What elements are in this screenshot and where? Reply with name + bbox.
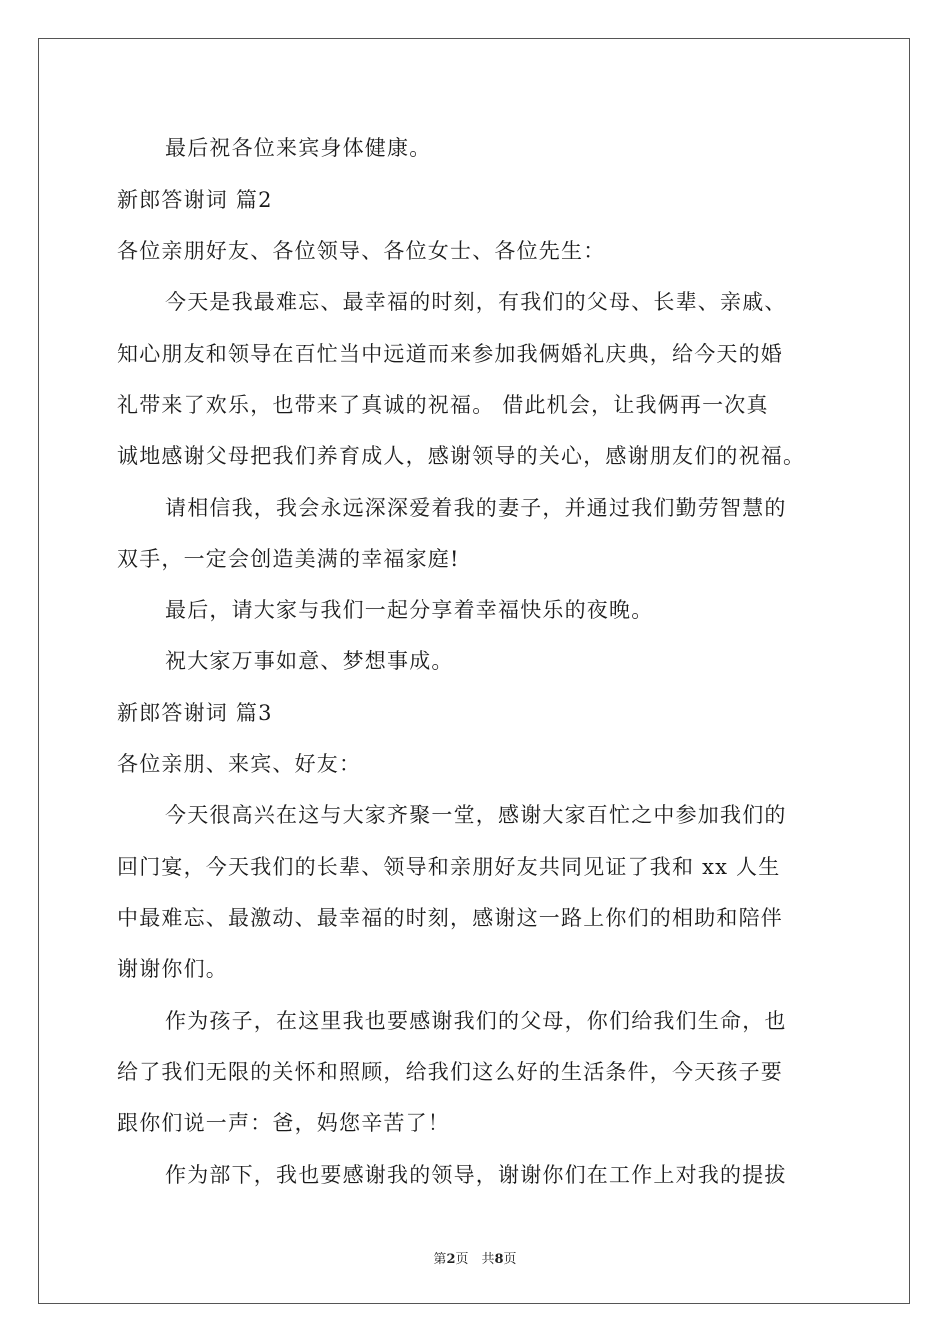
paragraph-line: 作为部下，我也要感谢我的领导，谢谢你们在工作上对我的提拔 <box>165 1163 787 1187</box>
paragraph-line: 双手，一定会创造美满的幸福家庭! <box>117 547 460 571</box>
page-footer <box>0 1248 950 1267</box>
paragraph-line: 礼带来了欢乐，也带来了真诚的祝福。 借此机会，让我俩再一次真 <box>117 393 769 417</box>
paragraph-line: 诚地感谢父母把我们养育成人，感谢领导的关心，感谢朋友们的祝福。 <box>117 444 806 468</box>
paragraph-line: 回门宴，今天我们的长辈、领导和亲朋好友共同见证了我和 xx 人生 <box>117 855 781 879</box>
paragraph-line: 谢谢你们。 <box>117 957 228 981</box>
paragraph-line: 祝大家万事如意、梦想事成。 <box>165 649 454 673</box>
section-heading: 新郎答谢词 篇3 <box>117 701 273 725</box>
section-heading: 新郎答谢词 篇2 <box>117 188 273 212</box>
paragraph-line: 最后，请大家与我们一起分享着幸福快乐的夜晚。 <box>165 598 654 622</box>
paragraph-line: 今天很高兴在这与大家齐聚一堂，感谢大家百忙之中参加我们的 <box>165 803 787 827</box>
paragraph-line: 中最难忘、最激动、最幸福的时刻，感谢这一路上你们的相助和陪伴 <box>117 906 783 930</box>
paragraph-line: 给了我们无限的关怀和照顾，给我们这么好的生活条件，今天孩子要 <box>117 1060 783 1084</box>
salutation-line: 各位亲朋、来宾、好友： <box>117 752 362 776</box>
paragraph-line: 今天是我最难忘、最幸福的时刻，有我们的父母、长辈、亲戚、 <box>165 290 787 314</box>
paragraph-line: 作为孩子，在这里我也要感谢我们的父母，你们给我们生命，也 <box>165 1009 787 1033</box>
page-prefix: 第 <box>433 1252 447 1267</box>
total-page-number: 8 <box>494 1252 504 1267</box>
page-mid: 页 共 <box>455 1252 495 1267</box>
paragraph-line: 跟你们说一声：爸，妈您辛苦了！ <box>117 1111 450 1135</box>
page-suffix: 页 <box>503 1252 517 1267</box>
paragraph-line: 最后祝各位来宾身体健康。 <box>165 136 432 160</box>
paragraph-line: 知心朋友和领导在百忙当中远道而来参加我俩婚礼庆典，给今天的婚 <box>117 342 783 366</box>
paragraph-line: 请相信我，我会永远深深爱着我的妻子，并通过我们勤劳智慧的 <box>165 496 787 520</box>
salutation-line: 各位亲朋好友、各位领导、各位女士、各位先生： <box>117 239 606 263</box>
current-page-number: 2 <box>446 1252 456 1267</box>
